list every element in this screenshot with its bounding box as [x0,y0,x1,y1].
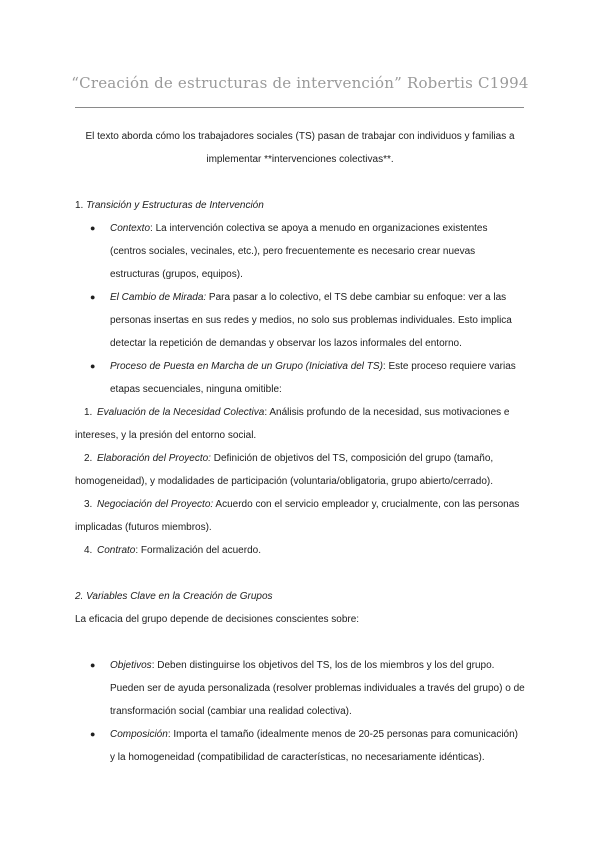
step-number: 2. [84,453,93,464]
step-term: Evaluación de la Necesidad Colectiva [97,407,265,418]
step-3-line-2: implicadas (futuros miembros). [75,522,212,533]
bullet-mirada-line-1: El Cambio de Mirada: Para pasar a lo colectivo, el TS debe cambiar su enfoque: ver a las [110,292,507,303]
section1-title: Transición y Estructuras de Intervención [86,200,264,211]
bullet-mirada-line-2: personas insertas en sus redes y medios, no solo sus problemas individuales. Esto implica [110,315,512,326]
step-number: 3. [84,499,93,510]
bullet-icon: ● [90,292,96,302]
bullet-proceso-line-1: Proceso de Puesta en Marcha de un Grupo (Iniciativa del TS): Este proceso requiere varias [110,361,516,372]
bullet-term: Composición [110,729,168,740]
section1-heading [75,199,264,212]
bullet-contexto-line-3: estructuras (grupos, equipos). [110,269,243,280]
step-4-line-1: Contrato: Formalización del acuerdo. [97,545,261,556]
step-term: Elaboración del Proyecto: [97,453,211,464]
title-divider [75,107,524,108]
step-number: 1. [84,407,93,418]
document-title: “Creación de estructuras de intervención” Robertis C1994 [71,74,529,92]
bullet-contexto-line-1: Contexto: La intervención colectiva se apoya a menudo en organizaciones existentes [110,223,488,234]
bullet-objetivos-line-3: transformación social (cambiar una realidad colectiva). [110,706,352,717]
bullet-term: El Cambio de Mirada: [110,292,207,303]
step-2-line-1: Elaboración del Proyecto: Definición de objetivos del TS, composición del grupo (tamaño, [97,453,494,464]
step-1-line-2: intereses, y la presión del entorno social. [75,430,257,441]
bullet-objetivos-line-2: Pueden ser de ayuda personalizada (resolver problemas individuales a través del grupo) o de [110,683,525,694]
bullet-icon: ● [90,660,96,670]
section1-number: 1. [75,200,84,211]
section2-heading: 2. Variables Clave en la Creación de Grupos [75,591,273,602]
bullet-icon: ● [90,729,96,739]
step-3-line-1: Negociación del Proyecto: Acuerdo con el servicio empleador y, crucialmente, con las personas [97,499,520,510]
step-term: Contrato [97,545,136,556]
bullet-term: Objetivos [110,660,152,671]
section2-intro: La eficacia del grupo depende de decisiones conscientes sobre: [75,614,360,625]
bullet-mirada-line-3: detectar la repetición de demandas y observar los lazos informales del entorno. [110,338,462,349]
bullet-proceso-line-2: etapas secuenciales, ninguna omitible: [110,384,282,395]
bullet-objetivos-line-1: Objetivos: Deben distinguirse los objetivos del TS, los de los miembros y los del grupo. [110,660,495,671]
bullet-term: Contexto [110,223,151,234]
intro-line-2: implementar **intervenciones colectivas**. [206,154,394,165]
step-1-line-1: Evaluación de la Necesidad Colectiva: Análisis profundo de la necesidad, sus motivaciones e [97,407,510,418]
bullet-composicion-line-2: y la homogeneidad (compatibilidad de características, no necesariamente idénticas). [110,752,485,763]
bullet-icon: ● [90,223,96,233]
intro-line-1: El texto aborda cómo los trabajadores sociales (TS) pasan de trabajar con individuos y familias a [85,131,515,142]
bullet-icon: ● [90,361,96,371]
bullet-composicion-line-1: Composición: Importa el tamaño (idealmente menos de 20-25 personas para comunicación) [110,729,519,740]
step-term: Negociación del Proyecto: [97,499,214,510]
bullet-contexto-line-2: (centros sociales, vecinales, etc.), pero frecuentemente es necesario crear nuevas [110,246,476,257]
step-2-line-2: homogeneidad), y modalidades de participación (voluntaria/obligatoria, grupo abierto/cerrado). [75,476,494,487]
step-number: 4. [84,545,93,556]
bullet-term: Proceso de Puesta en Marcha de un Grupo (Iniciativa del TS) [110,361,383,372]
